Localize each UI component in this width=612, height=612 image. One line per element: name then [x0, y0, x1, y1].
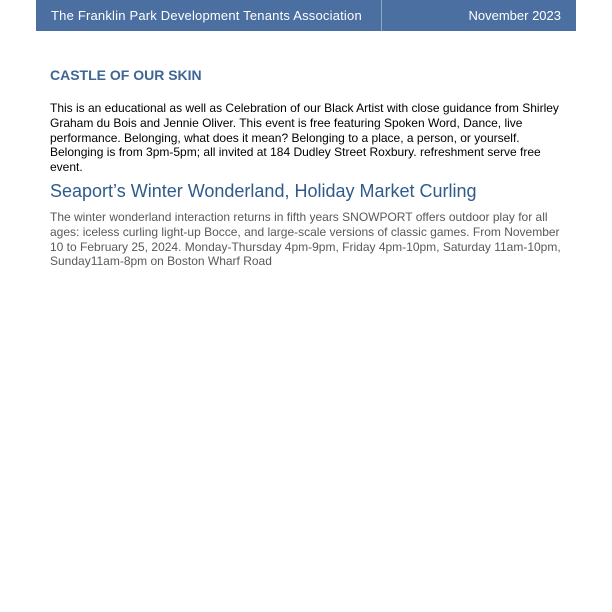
- section-body-castle: This is an educational as well as Celebration of our Black Artist with close guidance from Shirley Graham du Bois and Jennie Oliver. This event is free featuring Spoken Word, Dance, live performance. Belonging, what does it mean? Belonging to a place, a person, or yourself. Belonging is from 3pm-5pm; all invited at 184 Dudley Street Roxbury. refreshment serve free event.: [50, 101, 559, 175]
- section-heading-castle: CASTLE OF OUR SKIN: [50, 67, 202, 83]
- issue-date: November 2023: [468, 8, 561, 23]
- article-title-winter-wonderland: Seaport’s Winter Wonderland, Holiday Market Curling: [50, 181, 477, 201]
- organization-name: The Franklin Park Development Tenants Association: [36, 0, 382, 31]
- newsletter-header: [36, 0, 576, 31]
- article-body-winter-wonderland: The winter wonderland interaction returns in fifth years SNOWPORT offers outdoor play for all ages: iceless curling light-up Bocce, and large-scale versions of classic games. From November 10 to February 25, 2024. Monday-Thursday 4pm-9pm, Friday 4pm-10pm, Saturday 11am-10pm, Sunday11am-8pm on Boston Wharf Road: [50, 210, 561, 269]
